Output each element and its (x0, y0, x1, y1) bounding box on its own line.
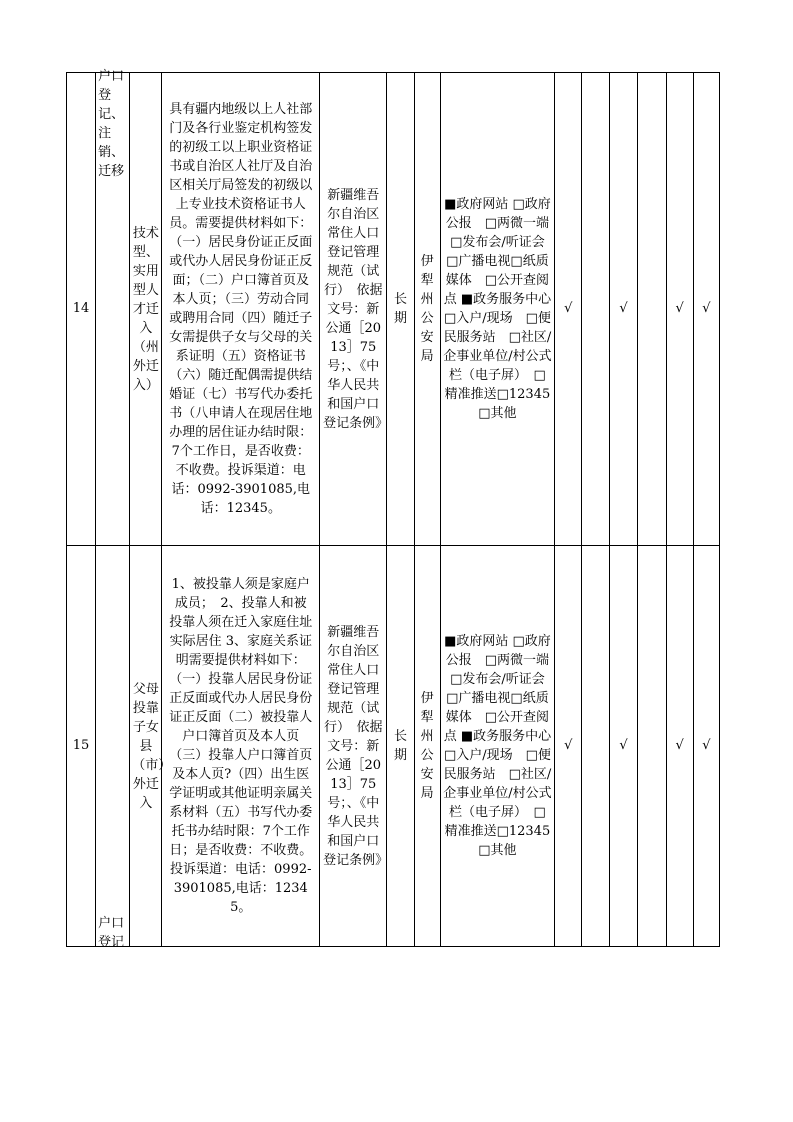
period-cell: 长期 (387, 546, 414, 947)
conditions-cell: 1、被投靠人须是家庭户成员； 2、投靠人和被投靠人须在迁入家庭住址实际居住 3、家庭关系证明需要提供材料如下：（一）投靠人居民身份证正反面或代办人居民身份证正反面（二）被投靠人户口簿首页及本人页（三）投靠人户口簿首页及本人页?（四）出生医学证明或其他证明亲属关系材料（五）书写代办委托书办结时限：7个工作日；是否收费：不收费。投诉渠道：电话：0992-3901085,电话：12345。 (162, 546, 320, 947)
subject-cell: 伊犁州公安局 (414, 73, 440, 546)
check-cell (637, 73, 666, 546)
check-cell: √ (666, 546, 693, 947)
disclosure-table (66, 69, 720, 950)
table-row (67, 546, 720, 947)
category-cell (96, 546, 130, 950)
check-cell: √ (693, 73, 719, 546)
seq-cell: 15 (67, 546, 96, 947)
period-cell: 长期 (387, 73, 414, 546)
seq-cell: 14 (67, 73, 96, 546)
category-text: 户口登记、注销、迁移 (98, 69, 125, 179)
check-cell: √ (610, 73, 637, 546)
basis-cell: 新疆维吾尔自治区常住人口登记管理规范（试行） 依据文号：新公通［2013］75号；、《中华人民共和国户口登记条例》 (320, 546, 387, 947)
check-cell: √ (555, 73, 582, 546)
check-cell (582, 546, 610, 947)
channels-cell: ■政府网站 □政府公报 □两微一端 □发布会/听证会 □广播电视□纸质媒体 □公开查阅点 ■政务服务中心 □入户/现场 □便民服务站 □社区/企事业单位/村公式栏（电子屏） □精准推送□12345□其他 (440, 546, 555, 947)
table-row (67, 73, 720, 546)
conditions-cell: 具有疆内地级以上人社部门及各行业鉴定机构签发的初级工以上职业资格证书或自治区人社厅及自治区相关厅局签发的初级以上专业技术资格证书人员。需要提供材料如下：（一）居民身份证正反面或代办人居民身份证正反面；（二）户口簿首页及本人页；（三）劳动合同或聘用合同（四）随迁子女需提供子女与父母的关系证明（五）资格证书（六）随迁配偶需提供结婚证（七）书写代办委托书（八申请人在现居住地办理的居住证办结时限：7个工作日，是否收费：不收费。投诉渠道：电话：0992-3901085,电话：12345。 (162, 73, 320, 546)
check-cell: √ (693, 546, 719, 947)
check-cell: √ (610, 546, 637, 947)
subject-cell: 伊犁州公安局 (414, 546, 440, 947)
basis-cell: 新疆维吾尔自治区常住人口登记管理规范（试行） 依据文号：新公通［2013］75号；、《中华人民共和国户口登记条例》 (320, 73, 387, 546)
check-cell: √ (666, 73, 693, 546)
check-cell: √ (555, 546, 582, 947)
check-cell (582, 73, 610, 546)
item-name-cell: 父母投靠子女县（市）外迁入 (130, 546, 162, 947)
item-name-cell: 技术型、实用型人才迁入（州外迁入） (130, 73, 162, 546)
category-text: 户口登记 (98, 916, 125, 950)
category-cell (96, 69, 130, 546)
check-cell (637, 546, 666, 947)
channels-cell: ■政府网站 □政府公报 □两微一端 □发布会/听证会 □广播电视□纸质媒体 □公开查阅点 ■政务服务中心 □入户/现场 □便民服务站 □社区/企事业单位/村公式栏（电子屏） □精准推送□12345□其他 (440, 73, 555, 546)
